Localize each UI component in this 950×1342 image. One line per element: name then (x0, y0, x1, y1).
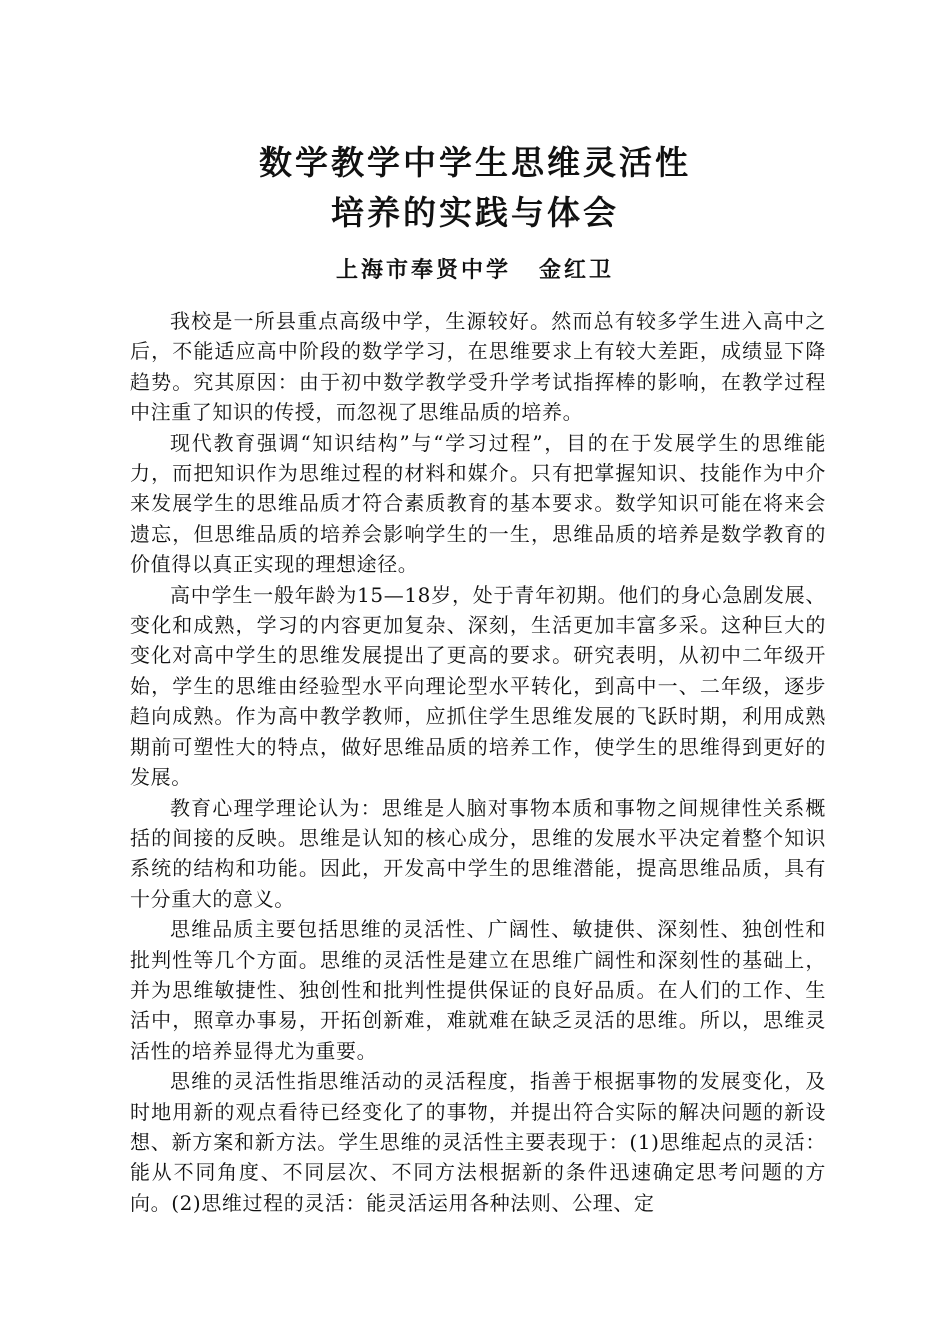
paragraph-5: 思维品质主要包括思维的灵活性、广阔性、敏捷供、深刻性、独创性和批判性等几个方面。思维的灵活性是建立在思维广阔性和深刻性的基础上，并为思维敏捷性、独创性和批判性提供保证的良好品质。在人们的工作、生活中，照章办事易，开拓创新难，难就难在缺乏灵活的思维。所以，思维灵活性的培养显得尤为重要。 (130, 917, 826, 1063)
title-line-1: 数学教学中学生思维灵活性 (259, 143, 691, 182)
title-line-2: 培养的实践与体会 (331, 193, 619, 232)
author-school: 上海市奉贤中学 (335, 257, 511, 283)
author-name: 金红卫 (539, 257, 615, 283)
author-byline (0, 255, 950, 285)
paragraph-6: 思维的灵活性指思维活动的灵活程度，指善于根据事物的发展变化，及时地用新的观点看待已经变化了的事物，并提出符合实际的解决问题的新设想、新方案和新方法。学生思维的灵活性主要表现于：(1)思维起点的灵活：能从不同角度、不同层次、不同方法根据新的条件迅速确定思考问题的方向。(2)思维过程的灵活：能灵活运用各种法则、公理、定 (130, 1069, 826, 1215)
paragraph-2: 现代教育强调“知识结构”与“学习过程”，目的在于发展学生的思维能力，而把知识作为思维过程的材料和媒介。只有把掌握知识、技能作为中介来发展学生的思维品质才符合素质教育的基本要求。数学知识可能在将来会遗忘，但思维品质的培养会影响学生的一生，思维品质的培养是数学教育的价值得以真正实现的理想途径。 (130, 430, 826, 577)
paragraph-3: 高中学生一般年龄为15—18岁，处于青年初期。他们的身心急剧发展、变化和成熟，学习的内容更加复杂、深刻，生活更加丰富多采。这种巨大的变化对高中学生的思维发展提出了更高的要求。研究表明，从初中二年级开始，学生的思维由经验型水平向理论型水平转化，到高中一、二年级，逐步趋向成熟。作为高中教学教师，应抓住学生思维发展的飞跃时期，利用成熟期前可塑性大的特点，做好思维品质的培养工作，使学生的思维得到更好的发展。 (130, 582, 826, 790)
paragraph-1: 我校是一所县重点高级中学，生源较好。然而总有较多学生进入高中之后，不能适应高中阶段的数学学习，在思维要求上有较大差距，成绩显下降趋势。究其原因：由于初中数学教学受升学考试指挥棒的影响，在教学过程中注重了知识的传授，而忽视了思维品质的培养。 (130, 309, 826, 425)
article-body (130, 306, 826, 1218)
paragraph-4: 教育心理学理论认为：思维是人脑对事物本质和事物之间规律性关系概括的间接的反映。思维是认知的核心成分，思维的发展水平决定着整个知识系统的结构和功能。因此，开发高中学生的思维潜能，提高思维品质，具有十分重大的意义。 (130, 795, 826, 911)
document-title (0, 138, 950, 238)
